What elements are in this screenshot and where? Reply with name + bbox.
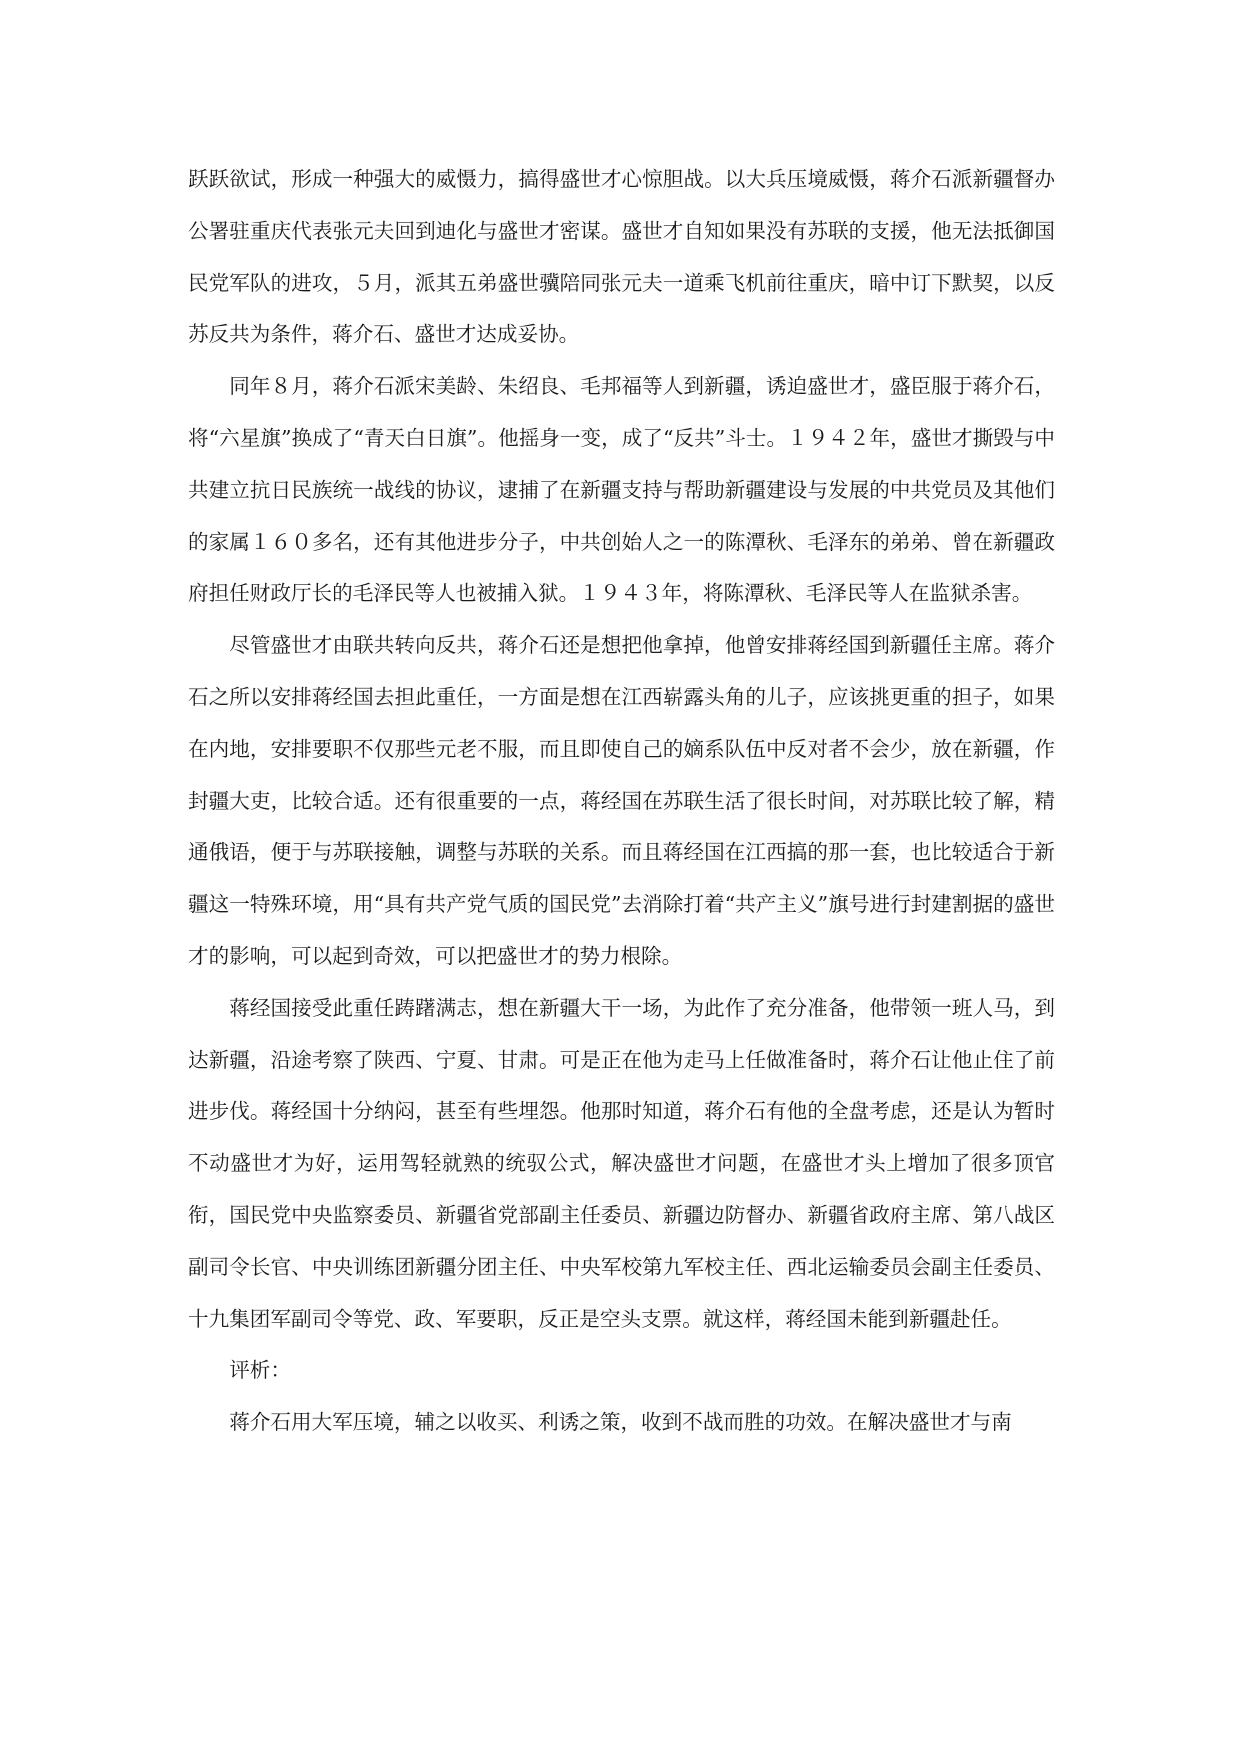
paragraph-2: 同年８月，蒋介石派宋美龄、朱绍良、毛邦福等人到新疆，诱迫盛世才，盛臣服于蒋介石，将“六星旗”换成了“青天白日旗”。他摇身一变，成了“反共”斗士。１９４２年，盛世才撕毁与中共建立抗日民族统一战线的协议，逮捕了在新疆支持与帮助新疆建设与发展的中共党员及其他们的家属１６０多名，还有其他进步分子，中共创始人之一的陈潭秋、毛泽东的弟弟、曾在新疆政府担任财政厅长的毛泽民等人也被捕入狱。１９４３年，将陈潭秋、毛泽民等人在监狱杀害。	[188, 374, 1055, 606]
paragraph-3: 尽管盛世才由联共转向反共，蒋介石还是想把他拿掉，他曾安排蒋经国到新疆任主席。蒋介石之所以安排蒋经国去担此重任，一方面是想在江西崭露头角的儿子，应该挑更重的担子，如果在内地，安排要职不仅那些元老不服，而且即使自己的嫡系队伍中反对者不会少，放在新疆，作封疆大吏，比较合适。还有很重要的一点，蒋经国在苏联生活了很长时间，对苏联比较了解，精通俄语，便于与苏联接触，调整与苏联的关系。而且蒋经国在江西搞的那一套，也比较适合于新疆这一特殊环境，用“具有共产党气质的国民党”去消除打着“共产主义”旗号进行封建割据的盛世才的影响，可以起到奇效，可以把盛世才的势力根除。	[188, 633, 1055, 968]
analysis-heading: 评析：	[229, 1358, 291, 1383]
paragraph-5: 蒋介石用大军压境，辅之以收买、利诱之策，收到不战而胜的功效。在解决盛世才与南	[229, 1410, 1012, 1435]
paragraph-1: 跃跃欲试，形成一种强大的威慑力，搞得盛世才心惊胆战。以大兵压境威慑，蒋介石派新疆督办公署驻重庆代表张元夫回到迪化与盛世才密谋。盛世才自知如果没有苏联的支援，他无法抵御国民党军队的进攻，５月，派其五弟盛世骥陪同张元夫一道乘飞机前往重庆，暗中订下默契，以反苏反共为条件，蒋介石、盛世才达成妥协。	[188, 167, 1055, 347]
paragraph-4: 蒋经国接受此重任踌躇满志，想在新疆大干一场，为此作了充分准备，他带领一班人马，到达新疆，沿途考察了陕西、宁夏、甘肃。可是正在他为走马上任做准备时，蒋介石让他止住了前进步伐。蒋经国十分纳闷，甚至有些埋怨。他那时知道，蒋介石有他的全盘考虑，还是认为暂时不动盛世才为好，运用驾轻就熟的统驭公式，解决盛世才问题，在盛世才头上增加了很多顶官衔，国民党中央监察委员、新疆省党部副主任委员、新疆边防督办、新疆省政府主席、第八战区副司令长官、中央训练团新疆分团主任、中央军校第九军校主任、西北运输委员会副主任委员、十九集团军副司令等党、政、军要职，反正是空头支票。就这样，蒋经国未能到新疆赴任。	[188, 995, 1055, 1331]
document-body	[188, 154, 1055, 1449]
